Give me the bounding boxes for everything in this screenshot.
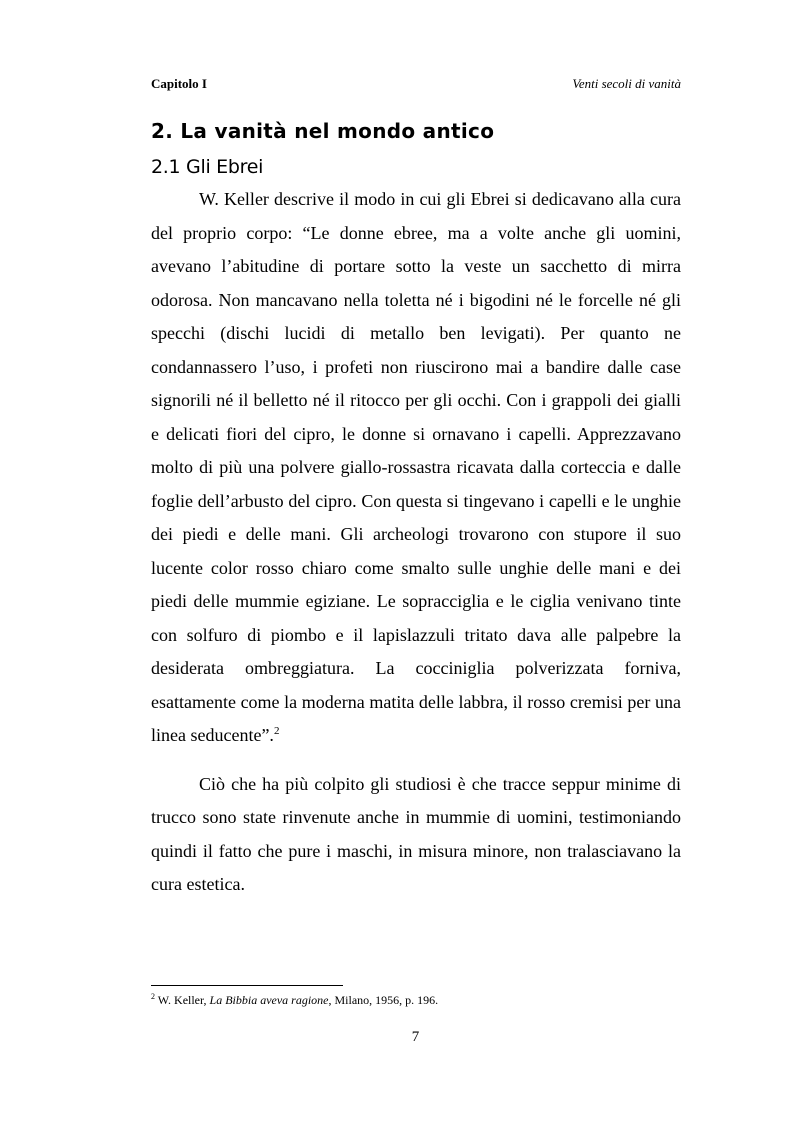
paragraph-text: W. Keller descrive il modo in cui gli Ebrei si dedicavano alla cura del proprio corpo: “Le donne ebree, ma a volte anche gli uomini, avevano l’abitudine di portare sotto la veste un sacchetto di mirra odorosa. Non mancavano nella toletta né i bigodini né le forcelle né gli specchi (dischi lucidi di metallo ben levigati). Per quanto ne condannassero l’uso, i profeti non riuscirono mai a bandire dalle case signorili né il belletto né il ritocco per gli occhi. Con i grappoli dei gialli e delicati fiori del cipro, le donne si ornavano i capelli. Apprezzavano molto di più una polvere giallo-rossastra ricavata dalla corteccia e dalle foglie dell’arbusto del cipro. Con questa si tingevano i capelli e le unghie dei piedi e delle mani. Gli archeologi trovarono con stupore il suo lucente color rosso chiaro come smalto sulle unghie delle mani e dei piedi delle mummie egiziane. Le sopracciglia e le ciglia venivano tinte con solfuro di piombo e il lapislazzuli tritato dava alle palpebre la desiderata ombreggiatura. La cocciniglia polverizzata forniva, esattamente come la moderna matita delle labbra, il rosso cremisi per una linea seducente”. bbox=[151, 189, 681, 745]
footnote-details: , Milano, 1956, p. 196. bbox=[328, 993, 439, 1007]
paragraph bbox=[151, 768, 681, 902]
footnote-number: 2 bbox=[151, 992, 155, 1001]
footnote-author: W. Keller, bbox=[157, 993, 207, 1007]
footnote-reference[interactable]: 2 bbox=[273, 725, 280, 737]
paragraph bbox=[151, 183, 681, 753]
footnote-divider bbox=[151, 985, 343, 986]
paragraph-text: Ciò che ha più colpito gli studiosi è che tracce seppur minime di trucco sono state rinvenute anche in mummie di uomini, testimoniando quindi il fatto che pure i maschi, in misura minore, non tralasciavano la cura estetica. bbox=[151, 773, 681, 894]
chapter-label: Capitolo I bbox=[151, 76, 207, 91]
subsection-title: 2.1 Gli Ebrei bbox=[151, 156, 264, 178]
body-text bbox=[151, 183, 681, 902]
page-number: 7 bbox=[411, 1029, 420, 1045]
running-header bbox=[151, 76, 681, 92]
footnote bbox=[151, 992, 681, 1008]
section-title: 2. La vanità nel mondo antico bbox=[151, 119, 495, 143]
book-title-label: Venti secoli di vanità bbox=[572, 76, 681, 91]
footnote-work-title: La Bibbia aveva ragione bbox=[209, 993, 329, 1007]
